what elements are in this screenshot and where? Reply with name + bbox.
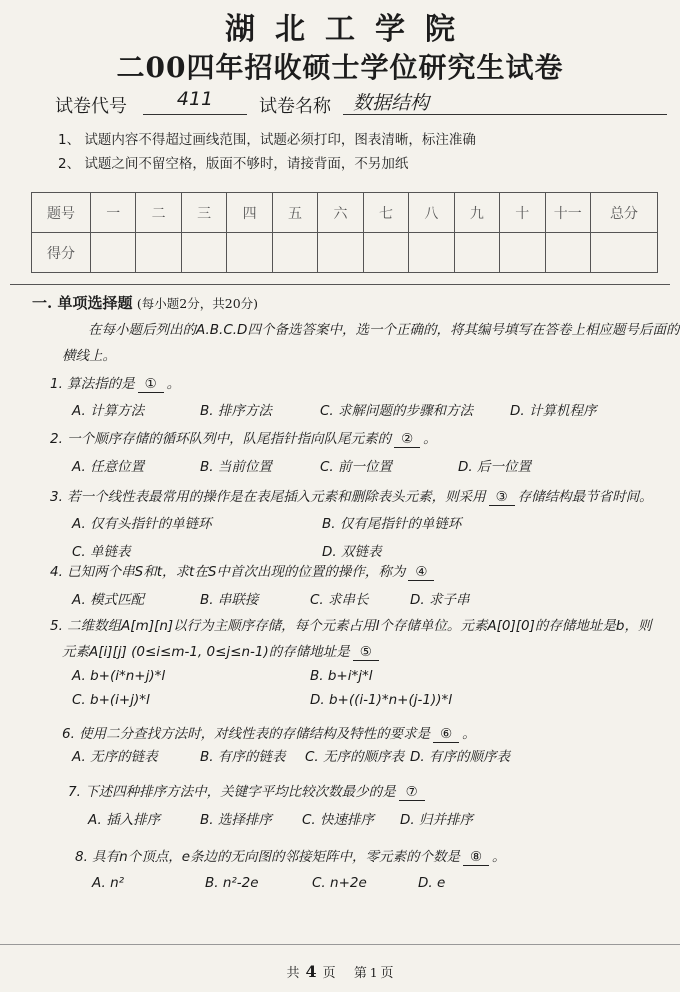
option: B. 串联接	[200, 592, 259, 608]
note-1: 1、 试题内容不得超过画线范围，试题必须打印，图表清晰，标注准确	[58, 132, 476, 148]
note-2: 2、 试题之间不留空格，版面不够时，请接背面，不另加纸	[58, 156, 409, 172]
option: B. 仅有尾指针的单链环	[322, 516, 462, 532]
option: B. 有序的链表	[200, 749, 286, 765]
question-stem	[50, 372, 180, 393]
answer-blank: ⑧	[463, 849, 489, 866]
score-header-cell: 总分	[591, 193, 658, 233]
section-intro-line2: 横线上。	[62, 348, 116, 364]
score-cell	[591, 233, 658, 273]
footer-total-pages: 4	[305, 962, 317, 981]
score-cell	[91, 233, 136, 273]
option: B. 选择排序	[200, 812, 272, 828]
option: C. 前一位置	[320, 459, 393, 475]
score-cell	[545, 233, 590, 273]
option: D. e	[418, 875, 446, 891]
option: C. 求串长	[310, 592, 369, 608]
option: C. 求解问题的步骤和方法	[320, 403, 474, 419]
answer-blank: ⑤	[353, 644, 379, 661]
exam-title: 二00四年招收硕士学位研究生试卷	[116, 51, 564, 84]
score-header-cell: 十一	[545, 193, 590, 233]
school-name: 湖北工学院	[225, 12, 475, 47]
option: A. 任意位置	[72, 459, 145, 475]
score-header-cell: 六	[318, 193, 363, 233]
section-intro-line1: 在每小题后列出的A.B.C.D四个备选答案中，选一个正确的，将其编号填写在答卷上相应题号后面的	[88, 322, 680, 338]
stem-text: 3. 若一个线性表最常用的操作是在表尾插入元素和删除表头元素，则采用	[50, 489, 486, 505]
stem-text: 6. 使用二分查找方法时，对线性表的存储结构及特性的要求是	[62, 726, 431, 742]
answer-blank: ②	[394, 431, 420, 448]
footer-total-suffix: 页	[322, 966, 336, 981]
score-cell	[409, 233, 454, 273]
option: A. 仅有头指针的单链环	[72, 516, 212, 532]
stem-text: 4. 已知两个串S和t，求t在S中首次出现的位置的操作，称为	[50, 564, 406, 580]
score-header-cell: 八	[409, 193, 454, 233]
option: A. 模式匹配	[72, 592, 145, 608]
question-stem: 5. 二维数组A[m][n]以行为主顺序存储，每个元素占用l个存储单位。元素A[0][0]的存储地址是b，则	[50, 618, 652, 634]
option: D. 归并排序	[400, 812, 473, 828]
stem-text: 2. 一个顺序存储的循环队列中，队尾指针指向队尾元素的	[50, 431, 392, 447]
question-stem	[50, 427, 437, 448]
option: C. b+(i+j)*l	[72, 692, 150, 708]
score-cell	[227, 233, 272, 273]
stem-text: 元素A[i][j] (0≤i≤m-1, 0≤j≤n-1)的存储地址是	[62, 644, 350, 660]
option: C. 快速排序	[302, 812, 375, 828]
score-header-cell: 五	[272, 193, 317, 233]
stem-tail: 存储结构最节省时间。	[517, 489, 653, 505]
option: D. 后一位置	[458, 459, 531, 475]
code-value: 411	[143, 88, 247, 115]
option: A. 计算方法	[72, 403, 145, 419]
answer-blank: ⑥	[433, 726, 459, 743]
option: A. b+(i*n+j)*l	[72, 668, 166, 684]
option: D. b+((i-1)*n+(j-1))*l	[310, 692, 453, 708]
score-cell	[363, 233, 408, 273]
stem-tail: 。	[166, 376, 181, 392]
option: B. 当前位置	[200, 459, 272, 475]
score-cell	[272, 233, 317, 273]
stem-tail: 。	[462, 726, 476, 742]
option: D. 有序的顺序表	[410, 749, 510, 765]
option: A. 无序的链表	[72, 749, 158, 765]
question-stem-continued	[62, 640, 382, 661]
question-stem	[50, 560, 437, 581]
exam-notes	[58, 128, 476, 176]
score-header-cell: 七	[363, 193, 408, 233]
page-footer	[0, 962, 680, 981]
score-header-cell: 题号	[32, 193, 91, 233]
code-label: 试卷代号	[55, 96, 127, 117]
question-stem	[50, 485, 653, 506]
option: D. 求子串	[410, 592, 470, 608]
answer-blank: ③	[489, 489, 515, 506]
score-row-label: 得分	[32, 233, 91, 273]
score-header-cell: 一	[91, 193, 136, 233]
answer-blank: ④	[408, 564, 434, 581]
score-table	[31, 192, 658, 273]
score-header-cell: 十	[500, 193, 545, 233]
question-number-row	[32, 193, 658, 233]
score-cell	[181, 233, 226, 273]
option: B. n²-2e	[205, 875, 259, 891]
option: C. 单链表	[72, 544, 131, 560]
score-header-cell: 二	[136, 193, 181, 233]
name-label: 试卷名称	[259, 96, 331, 117]
stem-tail: 。	[492, 849, 506, 865]
section-points: (每小题2分，共20分)	[136, 296, 259, 311]
stem-text: 8. 具有n个顶点，e条边的无向图的邻接矩阵中，零元素的个数是	[75, 849, 461, 865]
name-value: 数据结构	[343, 88, 667, 115]
option: A. 插入排序	[88, 812, 161, 828]
section-heading	[32, 292, 258, 313]
question-stem	[75, 845, 506, 866]
score-cell	[318, 233, 363, 273]
stem-tail: 。	[423, 431, 437, 447]
score-row	[32, 233, 658, 273]
stem-text: 1. 算法指的是	[50, 376, 135, 392]
option: B. b+i*j*l	[310, 668, 373, 684]
option: D. 计算机程序	[510, 403, 597, 419]
score-header-cell: 九	[454, 193, 499, 233]
score-cell	[136, 233, 181, 273]
question-stem	[62, 722, 476, 743]
footer-total-prefix: 共	[286, 966, 300, 981]
score-cell	[454, 233, 499, 273]
option: C. n+2e	[312, 875, 367, 891]
bottom-boundary-line	[0, 944, 680, 945]
exam-meta	[55, 88, 655, 122]
score-header-cell: 三	[181, 193, 226, 233]
answer-blank: ①	[138, 376, 164, 393]
section-title: 一. 单项选择题	[32, 294, 133, 312]
question-stem	[68, 780, 428, 801]
score-cell	[500, 233, 545, 273]
stem-text: 7. 下述四种排序方法中，关键字平均比较次数最少的是	[68, 784, 396, 800]
option: D. 双链表	[322, 544, 382, 560]
footer-page-number: 1	[369, 966, 378, 980]
answer-blank: ⑦	[399, 784, 425, 801]
option: B. 排序方法	[200, 403, 272, 419]
top-boundary-line	[10, 284, 670, 285]
option: A. n²	[92, 875, 125, 891]
option: C. 无序的顺序表	[305, 749, 405, 765]
score-header-cell: 四	[227, 193, 272, 233]
footer-page-suffix: 页	[380, 966, 394, 981]
footer-page-prefix: 第	[353, 966, 367, 981]
